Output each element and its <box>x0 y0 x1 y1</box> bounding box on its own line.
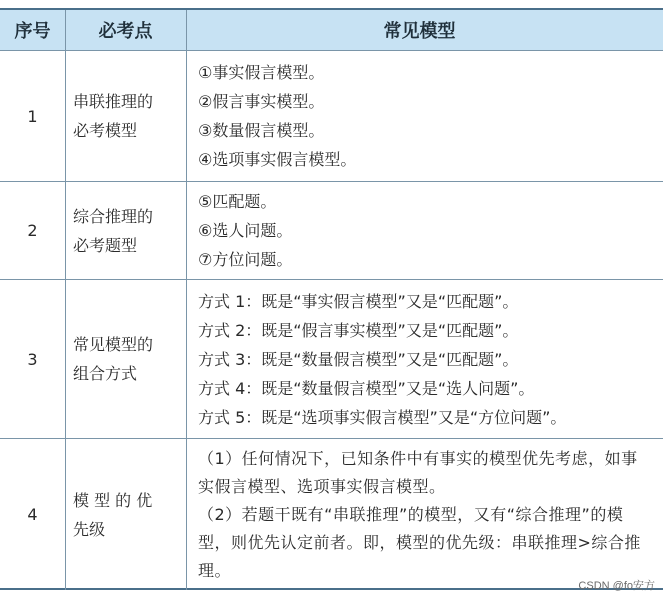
table-row <box>0 182 663 279</box>
point-line: 组合方式 <box>73 364 138 383</box>
model-item: ②假言事实模型。 <box>198 92 325 111</box>
row-index: 4 <box>27 505 38 524</box>
header-point: 必考点 <box>98 21 153 42</box>
row-models <box>198 187 292 274</box>
row-models <box>198 58 356 174</box>
point-line: 综合推理的 <box>73 206 154 226</box>
row-point <box>73 202 153 260</box>
model-item: ⑤匹配题。 <box>198 192 277 211</box>
model-item: ⑦方位问题。 <box>198 250 293 269</box>
model-item: ④选项事实假言模型。 <box>198 150 357 169</box>
point-line: 必考题型 <box>73 235 138 255</box>
table-row <box>0 439 663 590</box>
model-item: 方式 4：既是“数量假言模型”又是“选人问题”。 <box>198 378 535 398</box>
row-index: 2 <box>27 221 38 240</box>
model-item: ⑥选人问题。 <box>198 221 293 240</box>
row-point <box>73 330 153 388</box>
model-paragraph: （2）若题干既有“串联推理”的模型，又有“综合推理”的模型，则优先认定前者。即，模型的优先级：串联推理>综合推理。 <box>198 504 641 580</box>
model-item: 方式 1：既是“事实假言模型”又是“匹配题”。 <box>198 291 519 311</box>
models-table <box>0 8 663 590</box>
model-item: 方式 5：既是“选项事实假言模型”又是“方位问题”。 <box>198 407 567 427</box>
header-models: 常见模型 <box>383 21 456 42</box>
row-models <box>198 445 653 585</box>
point-line: 必考模型 <box>73 121 138 140</box>
model-item: 方式 3：既是“数量假言模型”又是“匹配题”。 <box>198 349 519 369</box>
table-header-row <box>0 10 663 50</box>
table-row <box>0 280 663 438</box>
table-row <box>0 51 663 181</box>
header-index: 序号 <box>14 21 51 42</box>
point-line: 先级 <box>73 519 106 539</box>
model-paragraph: （1）任何情况下，已知条件中有事实的模型优先考虑，如事实假言模型、选项事实假言模型。 <box>198 448 638 496</box>
row-index: 3 <box>27 349 38 369</box>
point-line: 模 型 的 优 <box>73 490 153 510</box>
row-index: 1 <box>27 106 38 126</box>
row-point <box>73 486 152 544</box>
point-line: 串联推理的 <box>73 92 154 111</box>
row-models <box>198 287 566 432</box>
model-item: 方式 2：既是“假言事实模型”又是“匹配题”。 <box>198 320 519 340</box>
row-point <box>73 87 153 145</box>
model-item: ③数量假言模型。 <box>198 121 325 140</box>
point-line: 常见模型的 <box>73 335 154 354</box>
model-item: ①事实假言模型。 <box>198 63 325 82</box>
watermark: CSDN @fo安方 <box>578 580 655 592</box>
